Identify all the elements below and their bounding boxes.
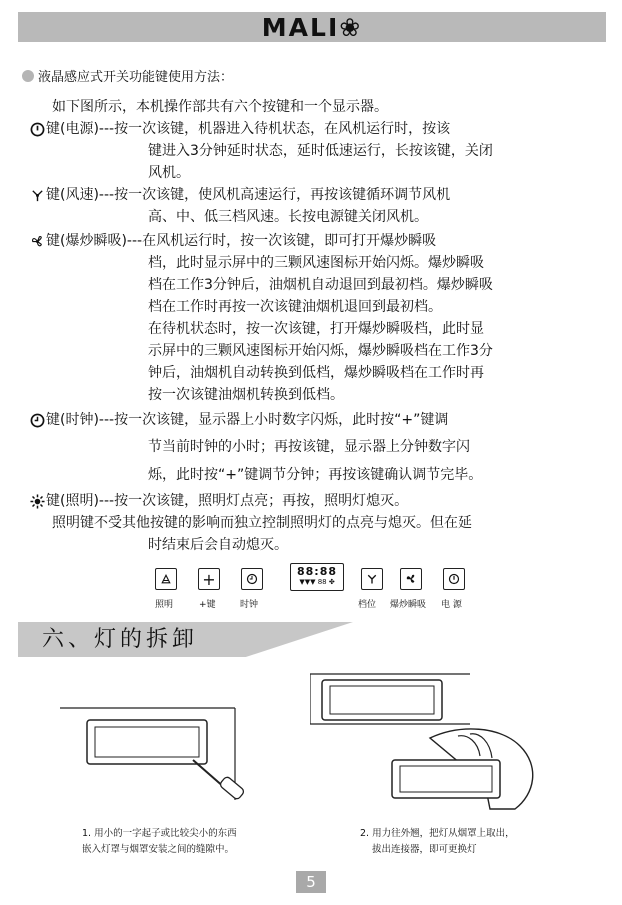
panel-label-speed: 档位: [358, 600, 377, 610]
item-power-label: 键(电源)---: [46, 121, 115, 137]
item-speed: [28, 184, 588, 228]
panel-label-clock: 时钟: [240, 600, 259, 610]
section-title: 六、灯的拆卸: [42, 627, 199, 652]
caption-step-2-line-0: 2. 用力往外翘，把灯从烟罩上取出，: [360, 828, 515, 839]
item-clock-label: 键(时钟)---: [46, 412, 115, 428]
panel-label-power: 电 源: [441, 600, 462, 610]
brand-logo: MALI❀: [261, 12, 363, 42]
item-boost: [28, 230, 588, 406]
fan-speed-icon: [28, 184, 46, 206]
panel-label-boost: 爆炒瞬吸: [390, 600, 427, 610]
caption-step-1: [82, 826, 237, 858]
clock-icon: [28, 407, 46, 433]
page-number: 5: [296, 871, 326, 893]
item-boost-line-5: 示屏中的三颗风速图标开始闪烁，爆炒瞬吸档在工作3分: [148, 343, 493, 359]
usage-heading: [22, 66, 233, 85]
light-note: [52, 512, 472, 556]
caption-step-1-line-0: 1. 用小的一字起子或比较尖小的东西: [82, 828, 237, 839]
item-light-line-0: 按一次该键，照明灯点亮；再按，照明灯熄灭。: [114, 493, 409, 509]
item-power-line-1: 键进入3分钟延时状态，延时低速运行，长按该键，关闭: [148, 143, 493, 159]
item-speed-line-1: 高、中、低三档风速。长按电源键关闭风机。: [148, 209, 428, 225]
panel-boost-key[interactable]: [400, 568, 422, 590]
usage-heading-text: 液晶感应式开关功能键使用方法：: [38, 70, 234, 85]
panel-display: [290, 563, 344, 591]
panel-power-key[interactable]: [443, 568, 465, 590]
item-boost-label: 键(爆炒瞬吸)---: [46, 233, 143, 249]
item-power: [28, 118, 588, 184]
illustration-pry-lamp: [55, 700, 255, 810]
item-clock-line-2: 烁，此时按“+”键调节分钟；再按该键确认调节完毕。: [148, 467, 483, 483]
item-boost-line-2: 档在工作3分钟后，油烟机自动退回到最初档。爆炒瞬吸: [148, 277, 493, 293]
panel-clock-key[interactable]: [241, 568, 263, 590]
item-clock-line-1: 节当前时钟的小时；再按该键，显示器上分钟数字闪: [148, 439, 470, 455]
panel-label-light: 照明: [155, 600, 174, 610]
item-boost-line-1: 档，此时显示屏中的三颗风速图标开始闪烁。爆炒瞬吸: [148, 255, 484, 271]
display-digits: 88:88: [296, 565, 337, 578]
light-icon: [28, 490, 46, 512]
item-boost-line-3: 档在工作时再按一次该键油烟机退回到最初档。: [148, 299, 442, 315]
item-power-line-0: 按一次该键，机器进入待机状态，在风机运行时，按该: [114, 121, 451, 137]
caption-step-2: [360, 826, 515, 858]
item-clock-line-0: 按一次该键，显示器上小时数字闪烁，此时按“+”键调: [114, 412, 449, 428]
item-speed-label: 键(风速)---: [46, 187, 115, 203]
caption-step-2-line-1: 拔出连接器，即可更换灯: [372, 844, 477, 855]
light-note-line-1: 时结束后会自动熄灭。: [148, 537, 288, 553]
panel-plus-key[interactable]: +: [198, 568, 220, 590]
item-boost-line-6: 钟后，油烟机自动转换到低档，爆炒瞬吸档在工作时再: [148, 365, 484, 381]
item-light-label: 键(照明)---: [46, 493, 115, 509]
item-boost-line-4: 在待机状态时，按一次该键，打开爆炒瞬吸档，此时显: [148, 321, 484, 337]
power-icon: [28, 118, 46, 140]
header-bar: [18, 12, 606, 42]
item-light: [28, 490, 588, 512]
boost-fan-icon: [28, 230, 46, 252]
bullet-icon: [22, 70, 34, 82]
display-indicators: ▼▼▼ 88 ✤: [299, 578, 335, 586]
control-panel-diagram: [0, 560, 622, 616]
item-boost-line-7: 按一次该键油烟机转换到低档。: [148, 387, 344, 403]
light-note-line-0: 照明键不受其他按键的影响而独立控制照明灯的点亮与熄灭。但在延: [52, 515, 472, 531]
panel-label-plus: +键: [199, 600, 216, 610]
item-clock: [28, 407, 588, 489]
panel-light-key[interactable]: [155, 568, 177, 590]
caption-step-1-line-1: 嵌入灯罩与烟罩安装之间的缝隙中。: [82, 844, 235, 855]
item-boost-line-0: 在风机运行时，按一次该键，即可打开爆炒瞬吸: [142, 233, 437, 249]
intro-line: 如下图所示，本机操作部共有六个按键和一个显示器。: [52, 99, 388, 115]
illustration-remove-lamp: [310, 664, 558, 814]
item-power-line-2: 风机。: [148, 165, 190, 181]
item-speed-line-0: 按一次该键，使风机高速运行，再按该键循环调节风机: [114, 187, 451, 203]
panel-speed-key[interactable]: [361, 568, 383, 590]
